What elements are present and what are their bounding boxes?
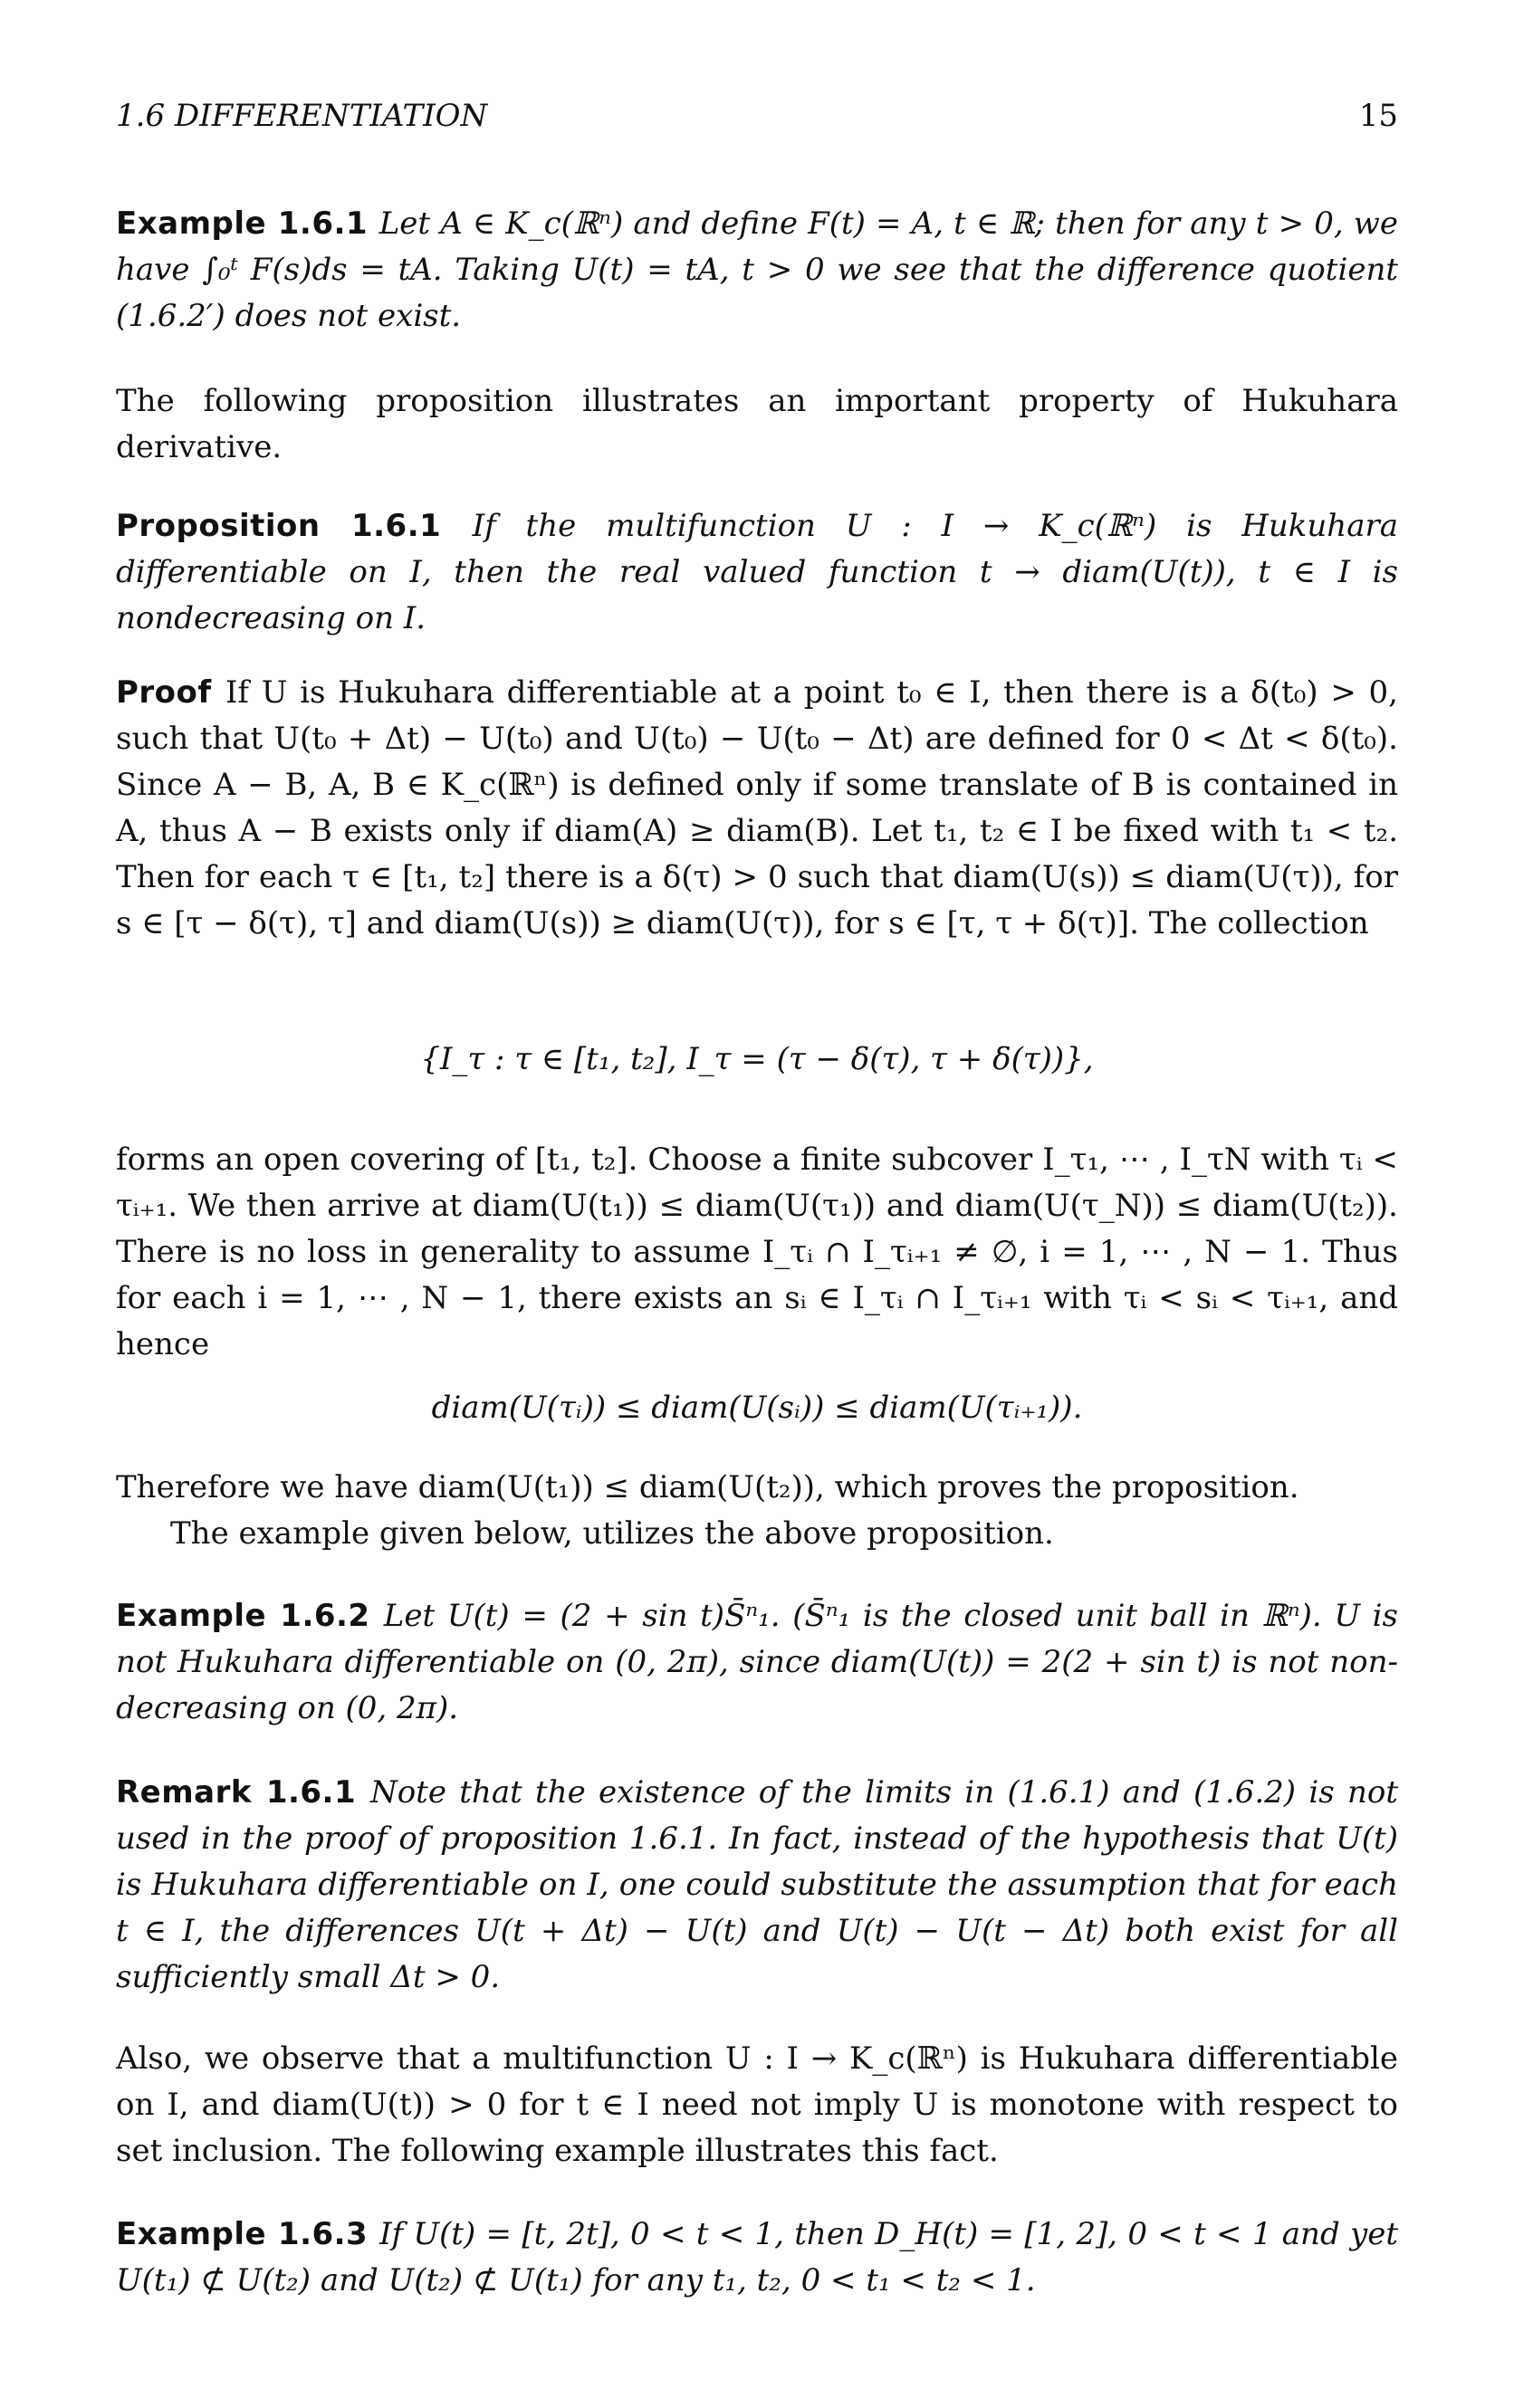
proposition-1-6-1-body: If the multifunction U : I → K_c(ℝⁿ) is Hukuhara differentiable on I, then the real valued function t → diam(U(t)), t ∈ I is nondecreasing on I. xyxy=(116,508,1398,636)
running-head xyxy=(116,98,1398,143)
example-1-6-3-body: If U(t) = [t, 2t], 0 < t < 1, then D_H(t) = [1, 2], 0 < t < 1 and yet U(t₁) ⊄ U(t₂) and U(t₂) ⊄ U(t₁) for any t₁, t₂, 0 < t₁ < t₂ < 1. xyxy=(116,2216,1399,2298)
example-1-6-3 xyxy=(116,2212,1398,2304)
proof-next-line: The example given below, utilizes the above proposition. xyxy=(170,1515,1054,1552)
remark-1-6-1-label: Remark 1.6.1 xyxy=(116,1774,370,1811)
example-1-6-2-body: Let U(t) = (2 + sin t)S̄ⁿ₁. (S̄ⁿ₁ is the closed unit ball in ℝⁿ). U is not Hukuhara differentiable on (0, 2π), since diam(U(t)) = 2(2 + sin t) is not non-decreasing on (0, 2π). xyxy=(116,1598,1398,1726)
proof-continued: forms an open covering of [t₁, t₂]. Choose a finite subcover I_τ₁, ⋯ , I_τN with τᵢ < τᵢ₊₁. We then arrive at diam(U(t₁)) ≤ diam(U(τ₁)) and diam(U(τ_N)) ≤ diam(U(t₂)). There is no loss in generality to assume I_τᵢ ∩ I_τᵢ₊₁ ≠ ∅, i = 1, ⋯ , N − 1. Thus for each i = 1, ⋯ , N − 1, there exists an sᵢ ∈ I_τᵢ ∩ I_τᵢ₊₁ with τᵢ < sᵢ < τᵢ₊₁, and hence xyxy=(116,1142,1398,1362)
example-1-6-1-label: Example 1.6.1 xyxy=(116,205,379,242)
example-1-6-1 xyxy=(116,201,1398,339)
display-equation-2: diam(U(τᵢ)) ≤ diam(U(sᵢ)) ≤ diam(U(τᵢ₊₁)). xyxy=(431,1390,1083,1426)
example-1-6-2 xyxy=(116,1593,1398,1732)
also-paragraph: Also, we observe that a multifunction U : I → K_c(ℝⁿ) is Hukuhara differentiable on I, and diam(U(t)) > 0 for t ∈ I need not imply U is monotone with respect to set inclusion. The following example illustrates this fact. xyxy=(116,2040,1398,2169)
proof-label: Proof xyxy=(116,674,225,711)
display-equation-1: {I_τ : τ ∈ [t₁, t₂], I_τ = (τ − δ(τ), τ + δ(τ))}, xyxy=(420,1041,1094,1077)
remark-1-6-1 xyxy=(116,1770,1398,2001)
proof-body: If U is Hukuhara differentiable at a point t₀ ∈ I, then there is a δ(t₀) > 0, such that U(t₀ + Δt) − U(t₀) and U(t₀) − U(t₀ − Δt) are defined for 0 < Δt < δ(t₀). Since A − B, A, B ∈ K_c(ℝⁿ) is defined only if some translate of B is contained in A, thus A − B exists only if diam(A) ≥ diam(B). Let t₁, t₂ ∈ I be fixed with t₁ < t₂. Then for each τ ∈ [t₁, t₂] there is a δ(τ) > 0 such that diam(U(s)) ≤ diam(U(τ)), for s ∈ [τ − δ(τ), τ] and diam(U(s)) ≥ diam(U(τ)), for s ∈ [τ, τ + δ(τ)]. The collection xyxy=(116,674,1398,941)
intro-paragraph: The following proposition illustrates an important property of Hukuhara derivative. xyxy=(116,383,1398,465)
example-1-6-3-label: Example 1.6.3 xyxy=(116,2216,380,2252)
proof-conclusion: Therefore we have diam(U(t₁)) ≤ diam(U(t₂)), which proves the proposition. xyxy=(116,1469,1299,1505)
proof xyxy=(116,670,1398,947)
proposition-1-6-1-label: Proposition 1.6.1 xyxy=(116,508,473,544)
example-1-6-2-label: Example 1.6.2 xyxy=(116,1598,384,1634)
page-number: 15 xyxy=(1358,98,1398,134)
remark-1-6-1-body: Note that the existence of the limits in (1.6.1) and (1.6.2) is not used in the proof of proposition 1.6.1. In fact, instead of the hypothesis that U(t) is Hukuhara differentiable on I, one could substitute the assumption that for each t ∈ I, the differences U(t + Δt) − U(t) and U(t) − U(t − Δt) both exist for all sufficiently small Δt > 0. xyxy=(116,1774,1398,1995)
proposition-1-6-1 xyxy=(116,503,1398,642)
example-1-6-1-body: Let A ∈ K_c(ℝⁿ) and define F(t) = A, t ∈ ℝ; then for any t > 0, we have ∫₀ᵗ F(s)ds = tA. Taking U(t) = tA, t > 0 we see that the difference quotient (1.6.2′) does not exist. xyxy=(116,205,1398,334)
section-title: 1.6 DIFFERENTIATION xyxy=(116,98,488,134)
